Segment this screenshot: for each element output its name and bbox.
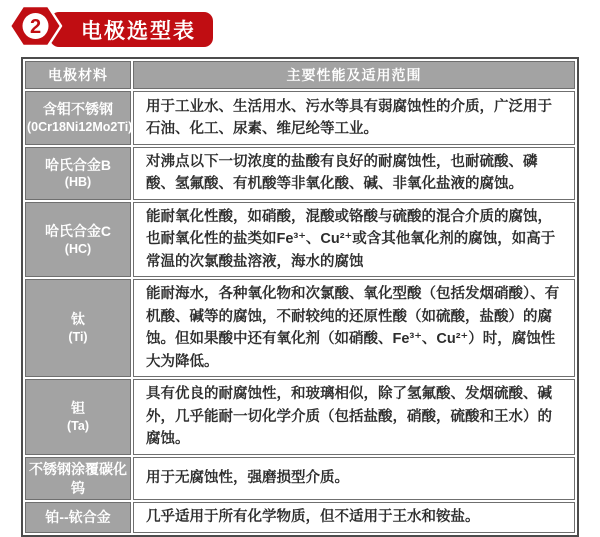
description-cell: 用于无腐蚀性，强磨损型介质。 — [133, 457, 575, 501]
material-name: 哈氏合金B — [44, 156, 112, 173]
material-name: 不锈钢涂覆碳化钨 — [29, 460, 127, 496]
material-name: 钽 — [71, 400, 85, 417]
material-cell — [25, 202, 131, 277]
description-cell: 几乎适用于所有化学物质，但不适用于王水和铵盐。 — [133, 502, 575, 532]
table-row — [25, 379, 575, 454]
badge-number: 2 — [29, 16, 42, 38]
material-cell — [25, 457, 131, 501]
table-row — [25, 147, 575, 200]
description-cell: 具有优良的耐腐蚀性，和玻璃相似，除了氢氟酸、发烟硫酸、碱外，几乎能耐一切化学介质（包括盐酸，硝酸，硫酸和王水）的腐蚀。 — [133, 379, 575, 454]
table-row — [25, 502, 575, 532]
material-formula: (HB) — [64, 175, 92, 190]
material-formula: (HC) — [64, 241, 92, 256]
page-header — [0, 0, 600, 57]
material-formula: (Ta) — [67, 418, 89, 433]
title-banner — [50, 12, 213, 47]
column-header-material: 电极材料 — [25, 61, 131, 89]
electrode-selection-table — [21, 57, 579, 537]
material-formula: (0Cr18Ni12Mo2Ti) — [27, 120, 133, 134]
material-name: 钛 — [71, 311, 85, 328]
material-cell — [25, 147, 131, 200]
table-row — [25, 457, 575, 501]
material-cell — [25, 91, 131, 145]
table-row — [25, 279, 575, 377]
material-formula: (Ti) — [68, 330, 88, 345]
material-cell — [25, 379, 131, 454]
table-row — [25, 91, 575, 145]
table-header-row — [25, 61, 575, 89]
description-cell: 能耐海水，各种氧化物和次氯酸、氧化型酸（包括发烟硝酸）、有机酸、碱等的腐蚀，不耐较纯的还原性酸（如硫酸，盐酸）的腐蚀。但如果酸中还有氧化剂（如硝酸、Fe³⁺、Cu²⁺）时，腐蚀性大为降低。 — [133, 279, 575, 377]
description-cell: 对沸点以下一切浓度的盐酸有良好的耐腐蚀性，也耐硫酸、磷酸、氢氟酸、有机酸等非氧化酸、碱、非氧化盐液的腐蚀。 — [133, 147, 575, 200]
material-cell — [25, 279, 131, 377]
material-name: 哈氏合金C — [44, 222, 112, 239]
material-name: 含钼不锈钢 — [43, 101, 113, 118]
description-cell: 能耐氧化性酸，如硝酸，混酸或铬酸与硫酸的混合介质的腐蚀，也耐氧化性的盐类如Fe³⁺、Cu²⁺或含其他氧化剂的腐蚀，如高于常温的次氯酸盐溶液，海水的腐蚀 — [133, 202, 575, 277]
material-name: 铂--铱合金 — [45, 509, 111, 526]
description-cell: 用于工业水、生活用水、污水等具有弱腐蚀性的介质，广泛用于石油、化工、尿素、维尼纶等工业。 — [133, 91, 575, 145]
column-header-performance: 主要性能及适用范围 — [133, 61, 575, 89]
number-badge-icon — [7, 2, 63, 52]
page-title: 电极选型表 — [81, 19, 196, 43]
table-row — [25, 202, 575, 277]
material-cell — [25, 502, 131, 532]
